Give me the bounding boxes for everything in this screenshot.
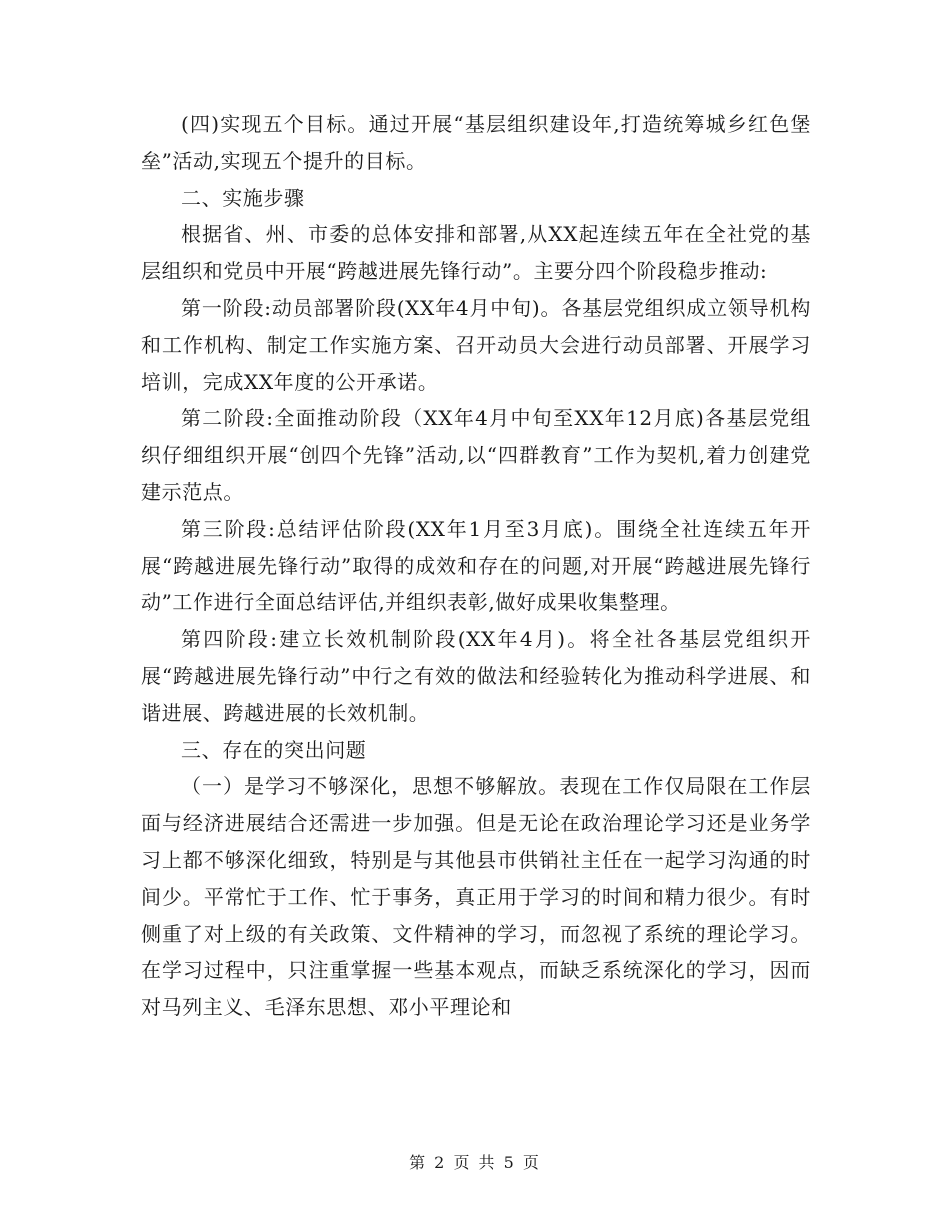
paragraph-overview: 根据省、州、市委的总体安排和部署,从XX起连续五年在全社党的基层组织和党员中开展“跨越进展先锋行动”。主要分四个阶段稳步推动: (141, 222, 811, 284)
document-body (141, 106, 811, 1026)
paragraph-stage-two: 第二阶段:全面推动阶段（XX年4月中旬至XX年12月底)各基层党组织仔细组织开展“创四个先锋”活动,以“四群教育”工作为契机,着力创建党建示范点。 (141, 406, 811, 504)
page-number-footer: 第 2 页 共 5 页 (409, 1153, 541, 1172)
paragraph-goal-four: (四)实现五个目标。通过开展“基层组织建设年,打造统筹城乡红色堡垒”活动,实现五个提升的目标。 (141, 112, 811, 173)
paragraph-stage-four: 第四阶段:建立长效机制阶段(XX年4月)。将全社各基层党组织开展“跨越进展先锋行动”中行之有效的做法和经验转化为推动科学进展、和谐进展、跨越进展的长效机制。 (141, 627, 811, 725)
section-heading-problems: 三、存在的突出问题 (181, 737, 367, 762)
paragraph-problem-one: （一）是学习不够深化，思想不够解放。表现在工作仅局限在工作层面与经济进展结合还需进一步加强。但是无论在政治理论学习还是业务学习上都不够深化细致，特别是与其他县市供销社主任在一起学习沟通的时间少。平常忙于工作、忙于事务，真正用于学习的时间和精力很少。有时侧重了对上级的有关政策、文件精神的学习，而忽视了系统的理论学习。在学习过程中，只注重掌握一些基本观点，而缺乏系统深化的学习，因而对马列主义、毛泽东思想、邓小平理论和 (141, 774, 811, 1020)
section-heading-implementation-steps: 二、实施步骤 (181, 185, 305, 210)
paragraph-stage-one: 第一阶段:动员部署阶段(XX年4月中旬)。各基层党组织成立领导机构和工作机构、制定工作实施方案、召开动员大会进行动员部署、开展学习培训，完成XX年度的公开承诺。 (141, 295, 811, 394)
paragraph-stage-three: 第三阶段:总结评估阶段(XX年1月至3月底)。围绕全社连续五年开展“跨越进展先锋行动”取得的成效和存在的问题,对开展“跨越进展先锋行动”工作进行全面总结评估,并组织表彰,做好成果收集整理。 (141, 516, 811, 615)
